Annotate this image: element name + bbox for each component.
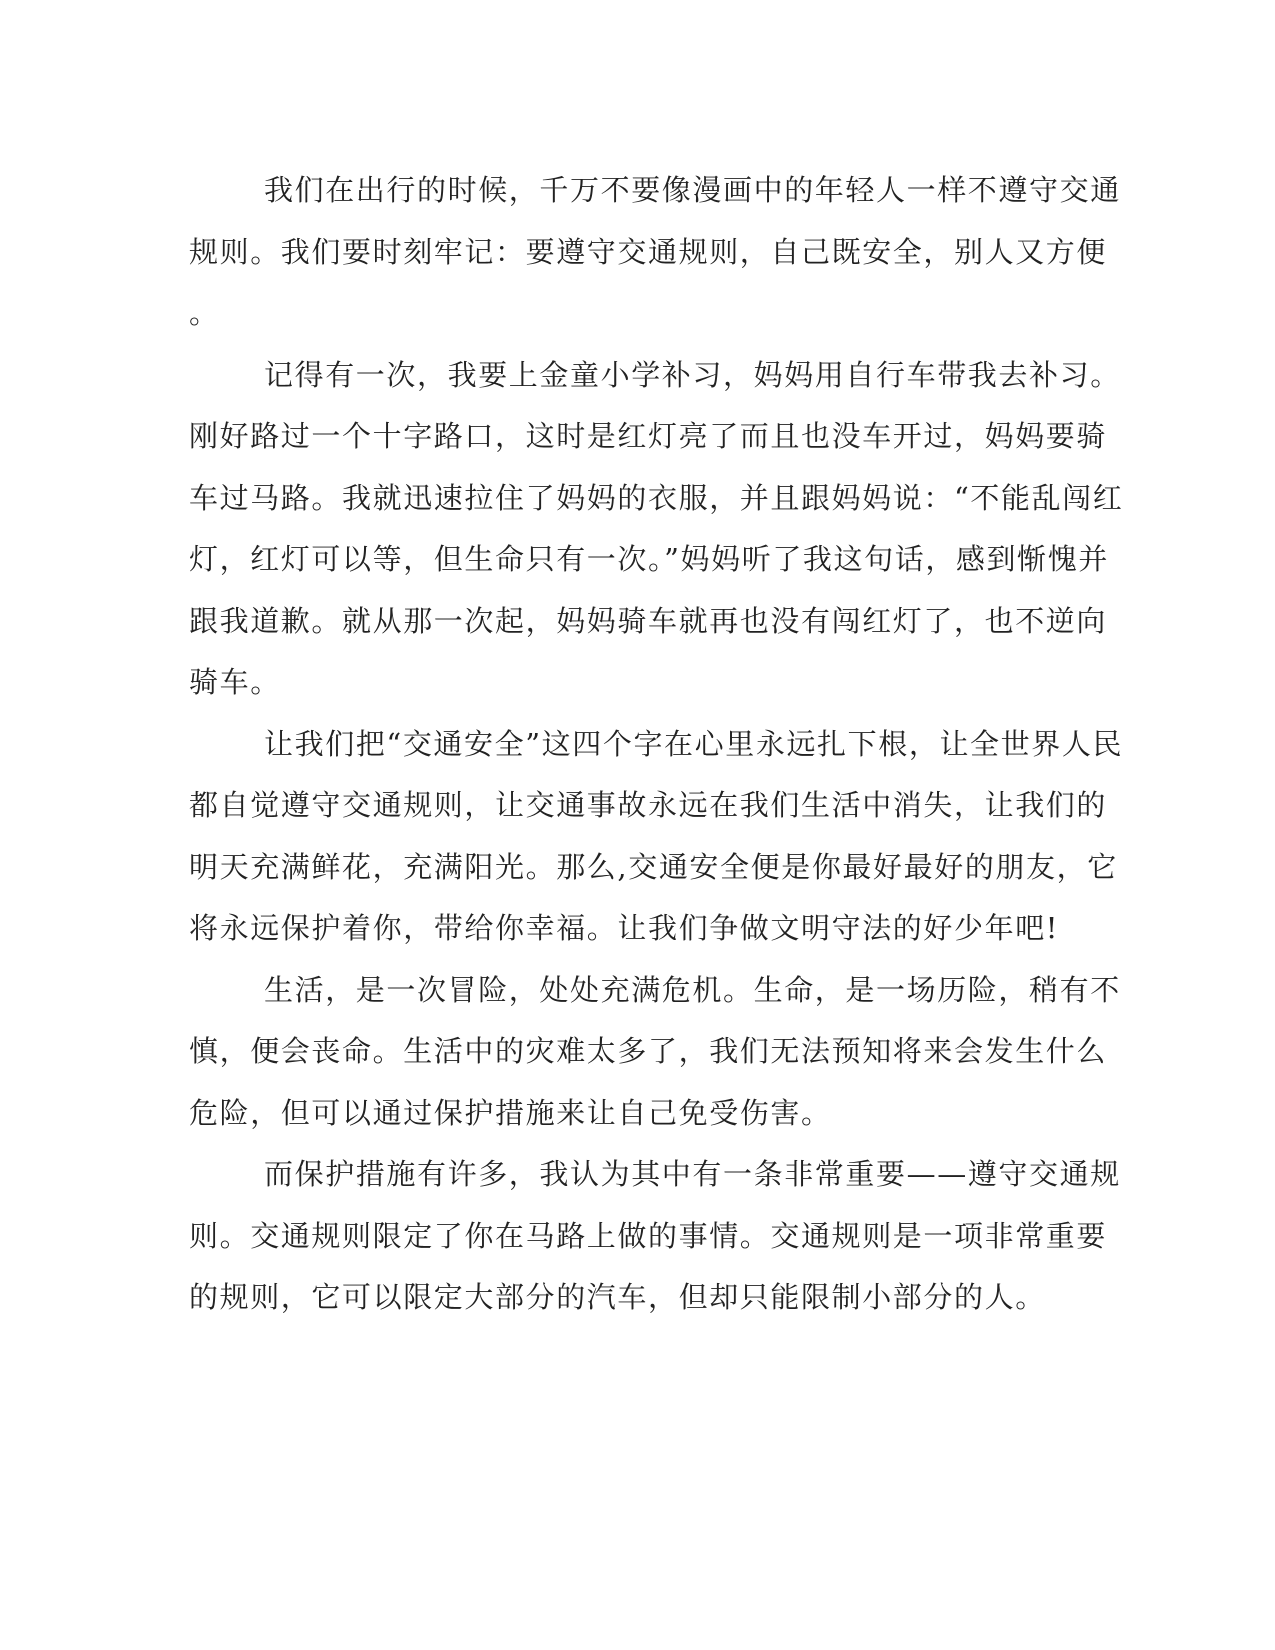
text-line: 的规则，它可以限定大部分的汽车，但却只能限制小部分的人。 xyxy=(189,1280,1046,1314)
text-line: 我们在出行的时候，千万不要像漫画中的年轻人一样不遵守交通 xyxy=(264,173,1121,207)
text-line: 规则。我们要时刻牢记：要遵守交通规则，自己既安全，别人又方便 xyxy=(189,234,1108,269)
text-line: 跟我道歉。就从那一次起，妈妈骑车就再也没有闯红灯了，也不逆向 xyxy=(189,603,1108,638)
text-line: 记得有一次，我要上金童小学补习，妈妈用自行车带我去补习。 xyxy=(264,357,1121,392)
text-line: 车过马路。我就迅速拉住了妈妈的衣服，并且跟妈妈说：“不能乱闯红 xyxy=(189,480,1124,515)
text-line: 生活，是一次冒险，处处充满危机。生命，是一场历险，稍有不 xyxy=(264,972,1121,1007)
text-line: 慎，便会丧命。生活中的灾难太多了，我们无法预知将来会发生什么 xyxy=(189,1034,1108,1068)
text-line: 骑车。 xyxy=(189,665,281,699)
text-line: 则。交通规则限定了你在马路上做的事情。交通规则是一项非常重要 xyxy=(189,1218,1108,1253)
text-line: 让我们把“交通安全”这四个字在心里永远扎下根，让全世界人民 xyxy=(264,726,1124,761)
text-line: 而保护措施有许多，我认为其中有一条非常重要——遵守交通规 xyxy=(264,1157,1121,1191)
text-line: 都自觉遵守交通规则，让交通事故永远在我们生活中消失，让我们的 xyxy=(189,788,1108,822)
text-line: 。 xyxy=(189,296,220,330)
text-line: 将永远保护着你，带给你幸福。让我们争做文明守法的好少年吧! xyxy=(189,911,1060,945)
text-line: 危险，但可以通过保护措施来让自己免受伤害。 xyxy=(189,1095,832,1130)
paragraph xyxy=(189,160,1119,345)
paragraph xyxy=(189,960,1119,1145)
text-line: 明天充满鲜花，充满阳光。那么,交通安全便是你最好最好的朋友，它 xyxy=(189,849,1118,884)
paragraph xyxy=(189,1144,1119,1329)
paragraph xyxy=(189,714,1124,960)
text-line: 灯，红灯可以等，但生命只有一次。”妈妈听了我这句话，感到惭愧并 xyxy=(189,542,1109,576)
paragraph xyxy=(189,345,1124,714)
essay-body xyxy=(189,160,1124,1329)
text-line: 刚好路过一个十字路口，这时是红灯亮了而且也没车开过，妈妈要骑 xyxy=(189,419,1108,453)
